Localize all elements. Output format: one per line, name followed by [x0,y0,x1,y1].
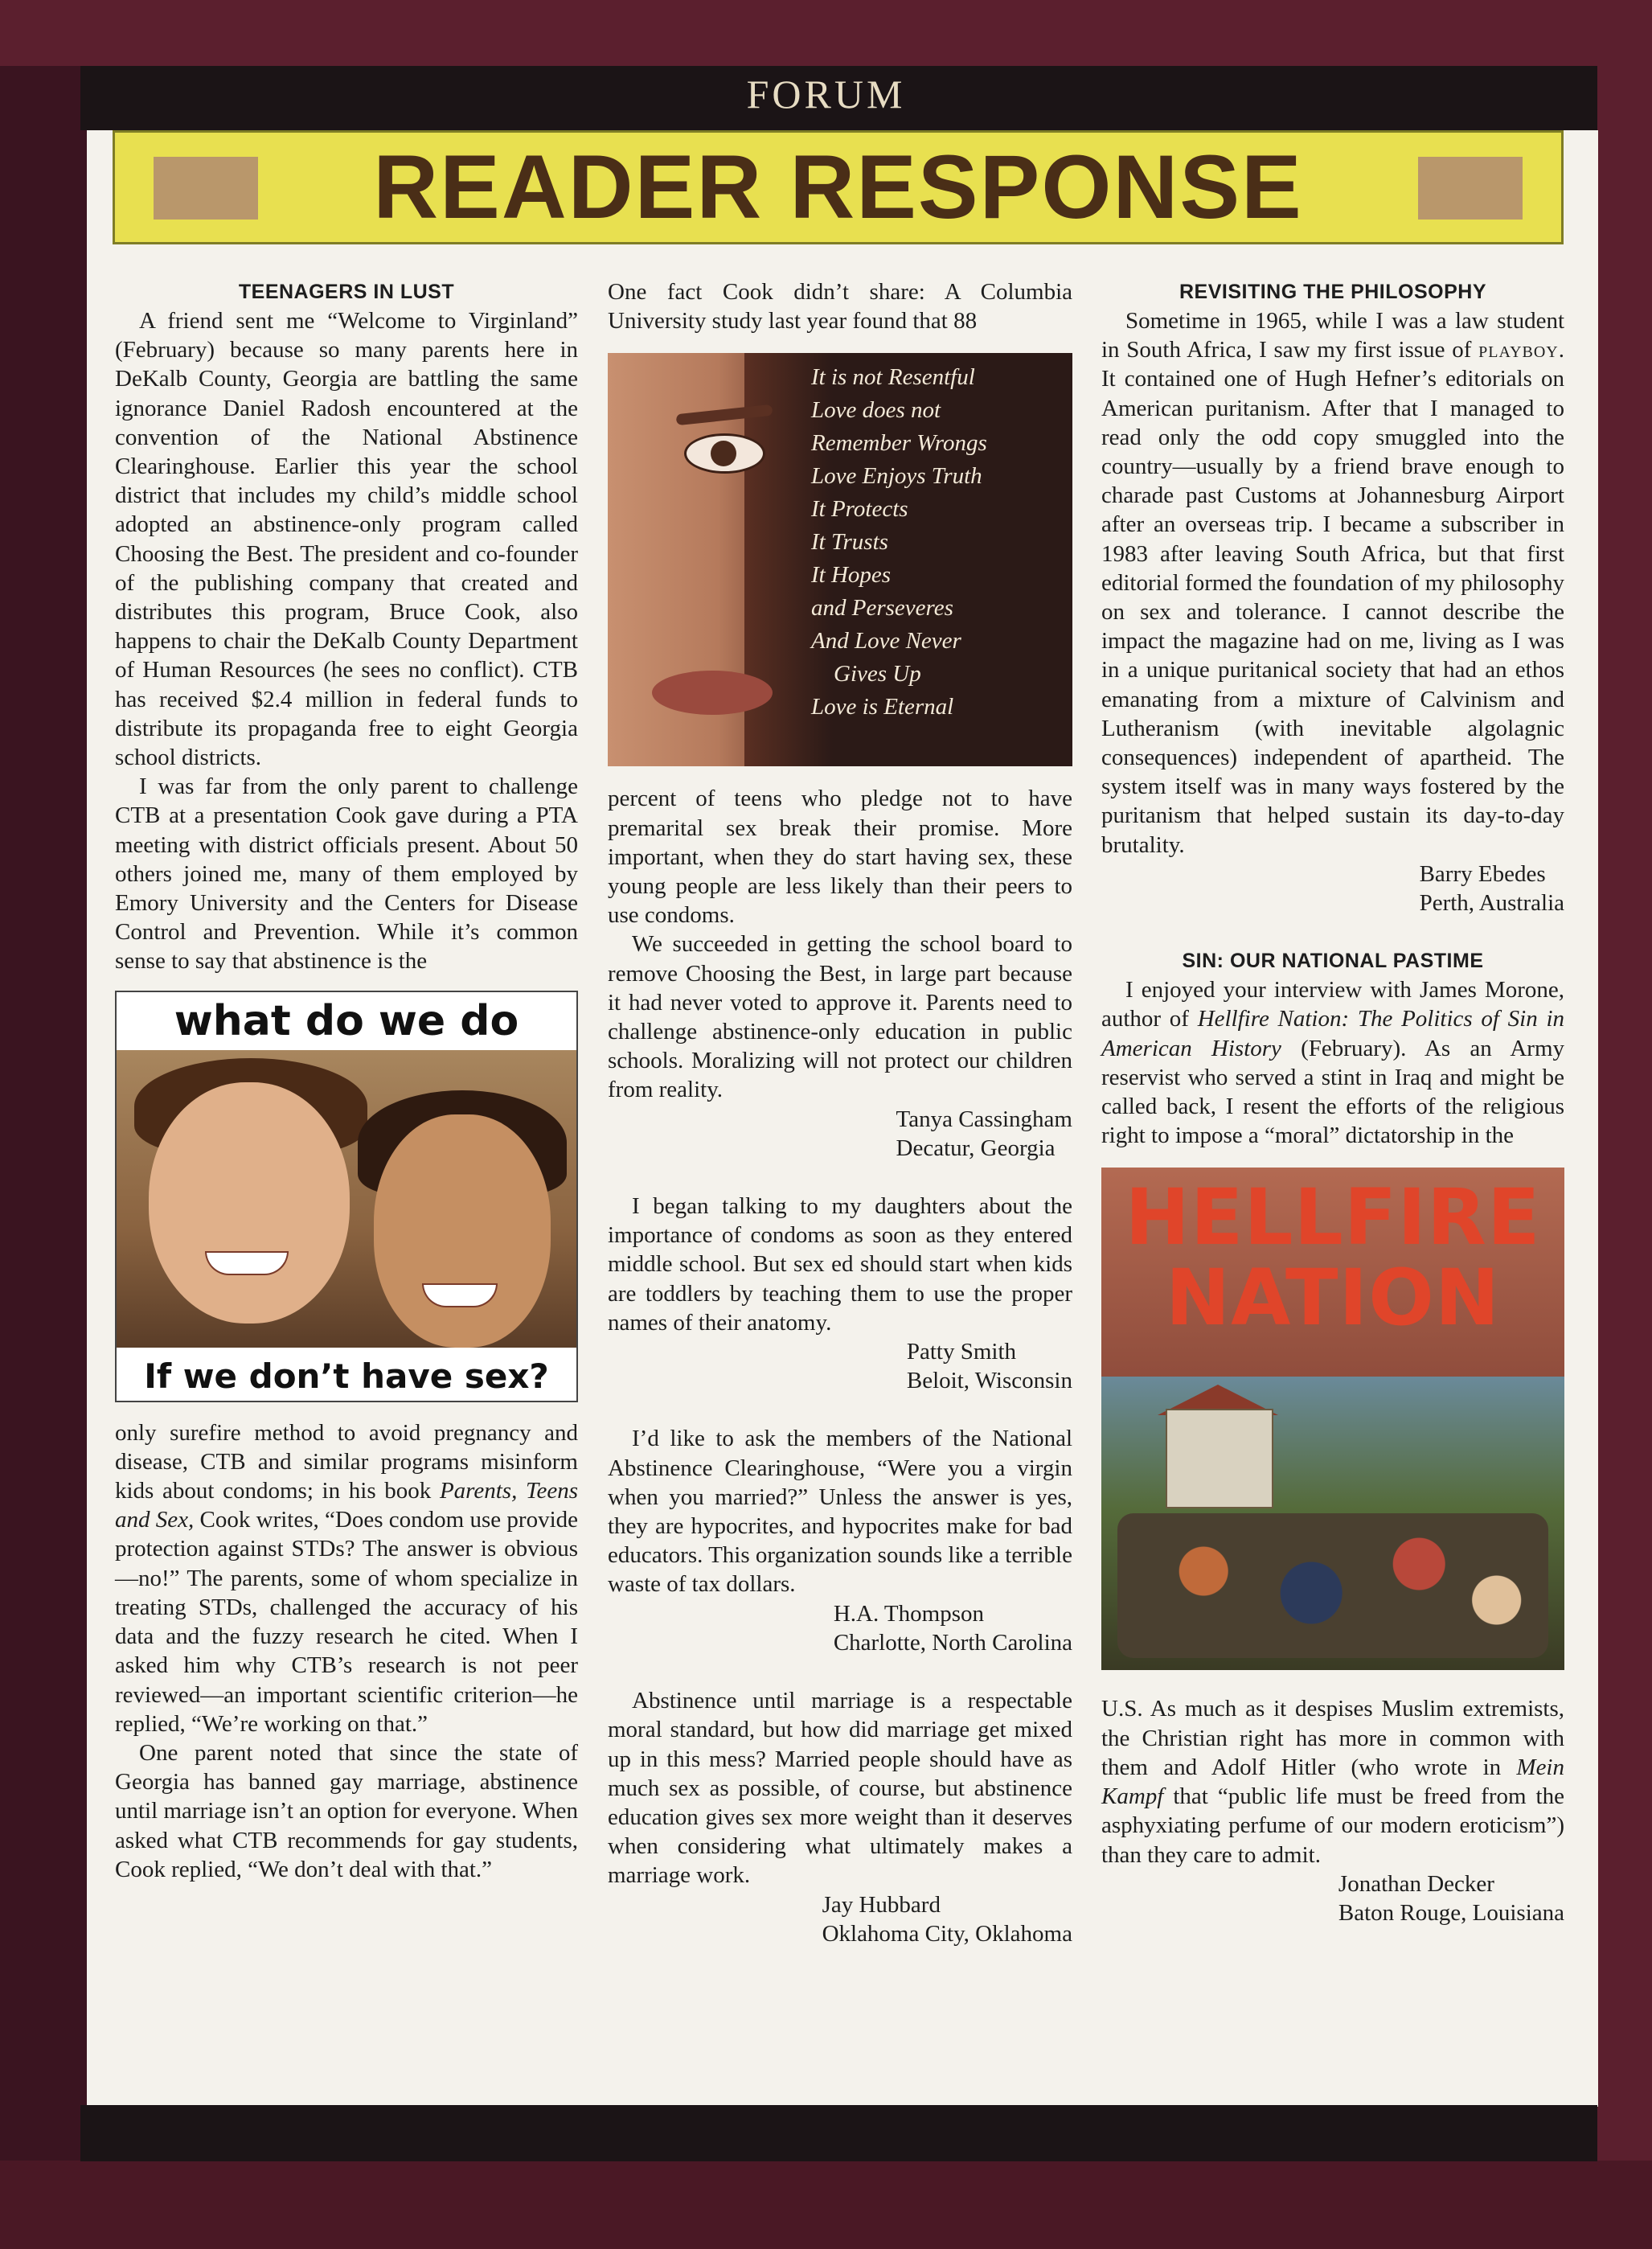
paragraph: Abstinence until marriage is a respectable moral standard, but how did marriage get mixed up in this mess? Married people should have as much sex as possible, of course, but abstinence education gives sex more weight than it deserves when considering what ultimately makes a marriage work. [608,1688,1072,1889]
signature [608,1105,1072,1163]
poem-line: Gives Up [834,661,921,687]
author-place: Charlotte, North Carolina [833,1629,1072,1656]
paragraph [1101,975,1564,1150]
author-place: Perth, Australia [1419,890,1564,917]
author-place: Baton Rouge, Louisiana [1338,1899,1564,1926]
cover-painting [1101,1377,1564,1670]
page-frame-top [0,0,1652,66]
paragraph: percent of teens who pledge not to have premarital sex break their promise. More important, when they do start having sex, these young people are less likely than their peers to use condoms. [608,786,1072,929]
signature-block [1420,860,1564,917]
image-bottom-caption: If we don’t have sex? [144,1356,549,1396]
hellfire-nation-cover [1101,1168,1564,1670]
signature-block [822,1890,1072,1948]
crowd-figures [1117,1513,1548,1658]
girl-smile [422,1283,498,1307]
text-run: only surefire method to avoid pregnancy and disease, CTB and similar programs misinform kids about condoms; in his book [115,1419,578,1504]
book-title: Mein Kampf [1101,1754,1564,1810]
poem-line: Love is Eternal [811,694,954,720]
poem-line: It Trusts [811,529,888,556]
poem-line: and Perseveres [811,595,953,622]
signature [608,1890,1072,1948]
page-frame-right [1597,0,1652,2249]
author-name: Barry Ebedes [1419,860,1546,887]
signature-block [834,1599,1072,1657]
text-run: U.S. As much as it despises Muslim extremists, the Christian right has more in common with them and Adolf Hitler (who wrote in [1101,1696,1564,1780]
spacer [1101,917,1564,946]
letter-heading: TEENAGERS IN LUST [238,281,455,303]
church-building [1166,1409,1273,1508]
poem-line: It is not Resentful [811,364,975,391]
book-title: Hellfire Nation: The Politics of Sin in American History [1101,1006,1564,1061]
letter-heading: SIN: OUR NATIONAL PASTIME [1182,950,1484,973]
teen-photo [117,1050,576,1348]
teen-couple-image [115,991,578,1402]
author-name: H.A. Thompson [833,1600,984,1627]
signature-block [896,1105,1072,1163]
paragraph [1101,306,1564,860]
signature-block [907,1337,1072,1395]
poem-line: Remember Wrongs [811,430,987,457]
poem-text [811,361,1068,724]
text-run: (February). As an Army reservist who served a stint in Iraq and might be called back, I resent the efforts of the religious right to impose a “moral” dictatorship in the [1101,1035,1564,1149]
text-run: Cook writes, “Does condom use provide protection against STDs? The answer is obvious—no!” The parents, some of whom specialize in treating STDs, challenged the accuracy of his data and the fuzzy research he cited. When I asked him why CTB’s research is not peer reviewed—an important scientific criterion—he replied, “We’re working on that.” [115,1507,578,1737]
author-place: Beloit, Wisconsin [906,1368,1072,1394]
poem-line: It Hopes [811,562,892,589]
text-run: . It contained one of Hugh Hefner’s editorials on American puritanism. After that I managed to read only the odd copy smuggled into the country—usually by a friend brave enough to charade past Customs at Johannesburg Airport after an overseas trip. I became a subscriber in 1983 after leaving South Africa, but that first editorial formed the foundation of my philosophy on sex and tolerance. I cannot describe the impact the magazine had on me, living as I was in a unique puritanical society that had an ethos emanating from a mixture of Calvinism and Lutheranism (with inevitable algolagnic consequences) independent of apartheid. The system itself was in many ways fostered by the puritanism that helped sustain its day-to-day brutality. [1101,337,1564,858]
signature [608,1599,1072,1657]
letter-heading: REVISITING THE PHILOSOPHY [1179,281,1486,303]
banner-bar-right [1418,157,1523,220]
cover-title-line: NATION [1165,1253,1501,1344]
paragraph: I began talking to my daughters about the importance of condoms as soon as they entered middle school. But sex ed should start when kids are toddlers by teaching them to use the proper names of their anatomy. [608,1193,1072,1336]
love-poem-image [608,353,1072,766]
magazine-name: playboy [1478,337,1559,363]
signature [1101,1869,1564,1927]
page-title: READER RESPONSE [373,137,1303,237]
footer-band [80,2105,1597,2161]
paragraph: One parent noted that since the state of Georgia has banned gay marriage, abstinence until marriage isn’t an option for everyone. When asked what CTB recommends for gay students, Cook replied, “We don’t deal with that.” [115,1739,578,1882]
spacer [608,1395,1072,1424]
spacer [608,1163,1072,1192]
signature [608,1337,1072,1395]
author-name: Jonathan Decker [1338,1870,1494,1897]
page-frame-bottom [0,2161,1652,2249]
poem-line: Love Enjoys Truth [811,463,982,490]
poem-line: And Love Never [811,628,961,655]
paragraph [115,1418,578,1738]
boy-face [149,1082,350,1324]
paragraph: I’d like to ask the members of the National Abstinence Clearinghouse, “Were you a virgin when you married?” Unless the answer is yes, they are hypocrites, and hypocrites make for bad educators. This organization sounds like a terrible waste of tax dollars. [608,1426,1072,1598]
paragraph [1101,1694,1564,1869]
section-label: FORUM [746,72,906,117]
paragraph: We succeeded in getting the school board to remove Choosing the Best, in large part because it had never voted to approve it. Parents need to challenge abstinence-only education in public schools. Moralizing will not protect our children from reality. [608,931,1072,1103]
cover-title-line: HELLFIRE [1125,1172,1541,1263]
text-run: I enjoyed your interview with James Morone, author of [1101,977,1564,1032]
author-name: Patty Smith [906,1339,1017,1365]
text-run: that “public life must be freed from the asphyxiating perfume of our modern eroticism”) than they care to admit. [1101,1783,1564,1868]
paragraph: I was far from the only parent to challenge CTB at a presentation Cook gave during a PTA meeting with district officials present. About 50 others joined me, many of them employed by Emory University and the Centers for Disease Control and Prevention. While it’s common sense to say that abstinence is the [115,774,578,975]
poem-line: Love does not [811,397,941,424]
paragraph: A friend sent me “Welcome to Virginland” (February) because so many parents here in DeKalb County, Georgia are battling the same ignorance Daniel Radosh encountered at the convention of the National Abstinence Clearinghouse. Earlier this year the school district that includes my child’s middle school adopted an abstinence-only program called Choosing the Best. The president and co-founder of the publishing company that created and distributes this program, Bruce Cook, also happens to chair the DeKalb County Department of Human Resources (he sees no conflict). CTB has received $2.4 million in federal funds to distribute its propaganda free to eight Georgia school districts. [115,308,578,771]
signature [1101,860,1564,917]
girl-face [374,1114,551,1348]
author-name: Tanya Cassingham [896,1106,1072,1132]
paragraph: One fact Cook didn’t share: A Columbia University study last year found that 88 [608,279,1072,334]
book-title: Parents, Teens and Sex, [115,1478,578,1533]
column-2 [608,277,1072,1948]
boy-smile [205,1251,289,1275]
title-banner [113,130,1564,244]
signature-block [1338,1869,1564,1927]
cover-title [1101,1172,1564,1344]
author-name: Jay Hubbard [822,1891,941,1918]
column-3 [1101,277,1564,1927]
poem-line: It Protects [811,496,908,523]
author-place: Oklahoma City, Oklahoma [822,1920,1072,1947]
column-1 [115,277,578,1884]
image-top-caption: what do we do [174,996,519,1045]
text-run: Sometime in 1965, while I was a law student in South Africa, I saw my first issue of [1101,308,1564,363]
author-place: Decatur, Georgia [896,1135,1056,1161]
spacer [608,1657,1072,1686]
